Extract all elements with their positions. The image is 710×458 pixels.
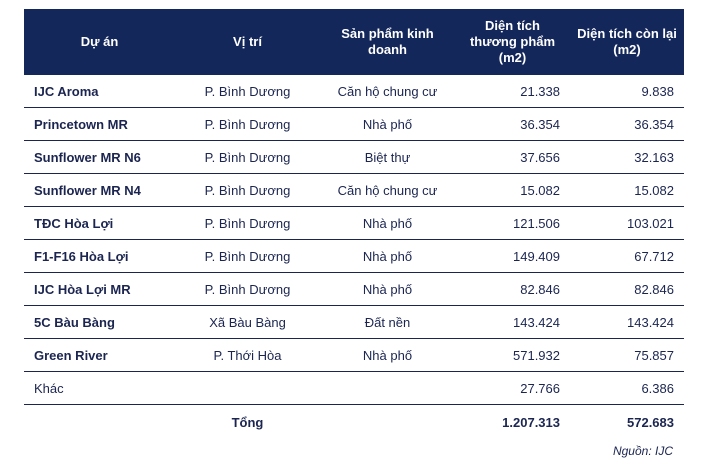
header-area: Diện tích thương phẩm (m2) <box>455 9 570 75</box>
cell-area: 36.354 <box>455 108 570 141</box>
cell-remaining: 75.857 <box>570 339 684 372</box>
source-note: Nguồn: IJC <box>612 444 673 458</box>
cell-remaining: 143.424 <box>570 306 684 339</box>
cell-product: Nhà phố <box>320 339 455 372</box>
total-empty <box>24 405 175 440</box>
header-project: Dự án <box>24 9 175 75</box>
table-row <box>24 372 684 405</box>
table-row <box>24 174 684 207</box>
table-row <box>24 108 684 141</box>
cell-remaining: 36.354 <box>570 108 684 141</box>
table-row <box>24 141 684 174</box>
cell-product: Nhà phố <box>320 240 455 273</box>
cell-area: 82.846 <box>455 273 570 306</box>
cell-project: 5C Bàu Bàng <box>24 306 175 339</box>
cell-project: Green River <box>24 339 175 372</box>
table-row <box>24 306 684 339</box>
cell-product: Nhà phố <box>320 207 455 240</box>
cell-remaining: 32.163 <box>570 141 684 174</box>
cell-product: Căn hộ chung cư <box>320 174 455 207</box>
cell-project: TĐC Hòa Lợi <box>24 207 175 240</box>
cell-remaining: 82.846 <box>570 273 684 306</box>
header-product: Sản phẩm kinh doanh <box>320 9 455 75</box>
total-area: 1.207.313 <box>502 414 560 430</box>
cell-location: P. Bình Dương <box>175 174 320 207</box>
cell-area: 21.338 <box>455 75 570 108</box>
cell-location <box>175 372 320 405</box>
table-row <box>24 273 684 306</box>
cell-location: P. Bình Dương <box>175 141 320 174</box>
cell-project: Khác <box>24 372 175 405</box>
cell-project: IJC Aroma <box>24 75 175 108</box>
cell-remaining: 6.386 <box>570 372 684 405</box>
total-remaining: 572.683 <box>627 414 674 430</box>
cell-product: Đất nền <box>320 306 455 339</box>
cell-product: Nhà phố <box>320 108 455 141</box>
header-remaining: Diện tích còn lại (m2) <box>570 9 684 75</box>
total-empty <box>320 405 455 440</box>
cell-project: Sunflower MR N6 <box>24 141 175 174</box>
cell-remaining: 9.838 <box>570 75 684 108</box>
table-row <box>24 339 684 372</box>
total-row <box>24 405 684 440</box>
cell-remaining: 103.021 <box>570 207 684 240</box>
cell-area: 149.409 <box>455 240 570 273</box>
cell-area: 571.932 <box>455 339 570 372</box>
cell-area: 15.082 <box>455 174 570 207</box>
cell-remaining: 15.082 <box>570 174 684 207</box>
cell-location: P. Bình Dương <box>175 273 320 306</box>
cell-project: IJC Hòa Lợi MR <box>24 273 175 306</box>
table-row <box>24 240 684 273</box>
header-row <box>24 9 684 75</box>
cell-location: P. Bình Dương <box>175 108 320 141</box>
cell-location: Xã Bàu Bàng <box>175 306 320 339</box>
cell-product: Căn hộ chung cư <box>320 75 455 108</box>
cell-remaining: 67.712 <box>570 240 684 273</box>
cell-location: P. Bình Dương <box>175 75 320 108</box>
cell-area: 121.506 <box>455 207 570 240</box>
table-row <box>24 75 684 108</box>
cell-project: Sunflower MR N4 <box>24 174 175 207</box>
cell-project: F1-F16 Hòa Lợi <box>24 240 175 273</box>
project-area-table <box>24 9 684 439</box>
cell-area: 143.424 <box>455 306 570 339</box>
cell-project: Princetown MR <box>24 108 175 141</box>
cell-product: Biệt thự <box>320 141 455 174</box>
cell-location: P. Thới Hòa <box>175 339 320 372</box>
total-label: Tổng <box>231 414 264 430</box>
cell-location: P. Bình Dương <box>175 207 320 240</box>
cell-area: 37.656 <box>455 141 570 174</box>
table-row <box>24 207 684 240</box>
cell-product: Nhà phố <box>320 273 455 306</box>
header-location: Vị trí <box>175 9 320 75</box>
cell-area: 27.766 <box>455 372 570 405</box>
cell-product <box>320 372 455 405</box>
cell-location: P. Bình Dương <box>175 240 320 273</box>
